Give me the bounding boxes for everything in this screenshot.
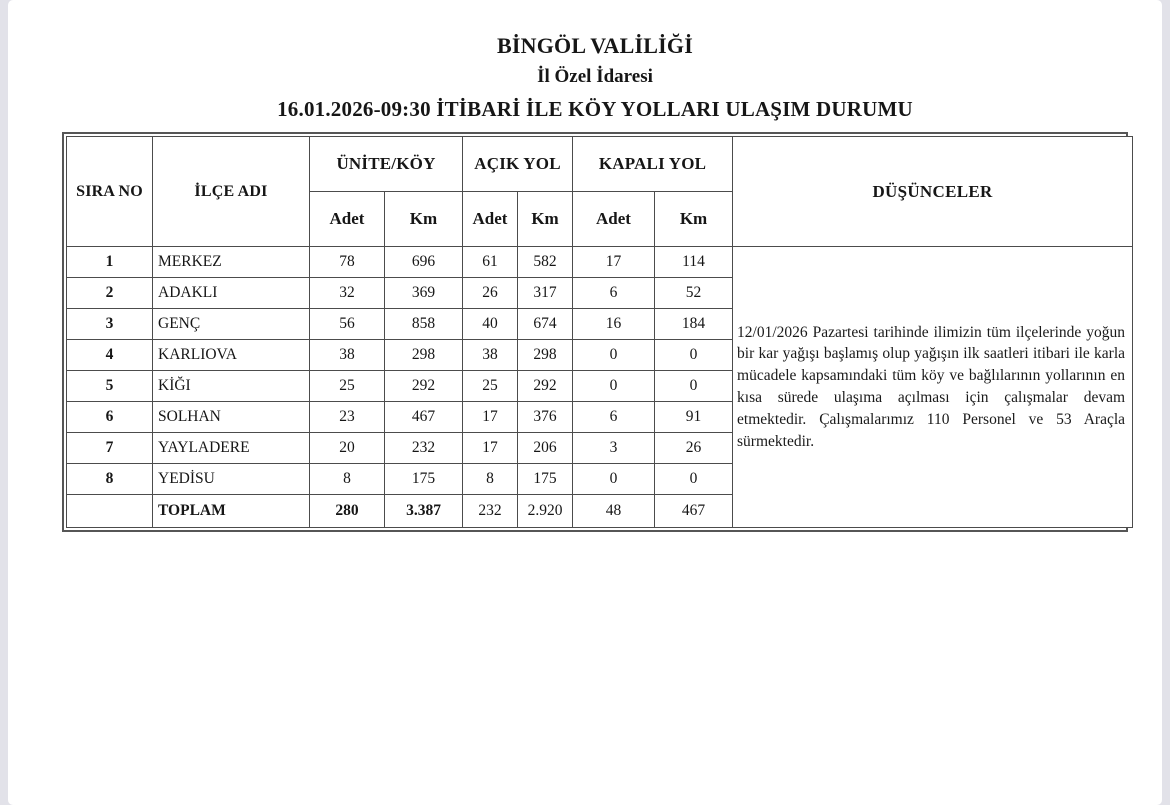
cell-acik-adet: 17 [463,433,518,464]
road-status-table [66,136,1133,528]
cell-kapali-adet: 17 [573,247,655,278]
cell-unite-km: 292 [385,371,463,402]
cell-ilce-adi: KİĞI [153,371,310,402]
cell-sira-no: 6 [67,402,153,433]
org-title: BİNGÖL VALİLİĞİ [497,33,693,58]
cell-sira-no-empty [67,495,153,528]
col-group-acik-yol: AÇIK YOL [463,137,573,192]
col-header-ilce-adi: İLÇE ADI [153,137,310,247]
col-group-kapali-yol: KAPALI YOL [573,137,733,192]
col-header-dusunceler: DÜŞÜNCELER [733,137,1133,247]
cell-acik-km: 674 [518,309,573,340]
cell-kapali-km: 114 [655,247,733,278]
cell-kapali-adet: 3 [573,433,655,464]
cell-total-acik-adet: 232 [463,495,518,528]
header-group-row [67,137,1133,192]
cell-unite-adet: 8 [310,464,385,495]
cell-acik-adet: 61 [463,247,518,278]
road-status-table-frame [62,132,1128,532]
cell-ilce-adi: ADAKLI [153,278,310,309]
col-header-kapali-adet: Adet [573,192,655,247]
cell-kapali-km: 184 [655,309,733,340]
cell-acik-adet: 26 [463,278,518,309]
col-group-unite-koy: ÜNİTE/KÖY [310,137,463,192]
cell-total-kapali-adet: 48 [573,495,655,528]
cell-ilce-adi: GENÇ [153,309,310,340]
col-header-unite-km: Km [385,192,463,247]
cell-unite-adet: 78 [310,247,385,278]
col-header-unite-adet: Adet [310,192,385,247]
cell-acik-adet: 8 [463,464,518,495]
cell-ilce-adi: SOLHAN [153,402,310,433]
cell-unite-adet: 20 [310,433,385,464]
cell-kapali-adet: 0 [573,340,655,371]
report-title: 16.01.2026-09:30 İTİBARİ İLE KÖY YOLLARI ULAŞIM DURUMU [277,97,913,121]
cell-kapali-adet: 6 [573,278,655,309]
cell-kapali-km: 52 [655,278,733,309]
cell-total-unite-km: 3.387 [385,495,463,528]
cell-unite-adet: 32 [310,278,385,309]
cell-unite-adet: 56 [310,309,385,340]
table-header [67,137,1133,247]
cell-kapali-km: 26 [655,433,733,464]
cell-acik-adet: 17 [463,402,518,433]
cell-total-kapali-km: 467 [655,495,733,528]
cell-sira-no: 3 [67,309,153,340]
cell-unite-km: 467 [385,402,463,433]
cell-kapali-km: 0 [655,340,733,371]
col-header-acik-km: Km [518,192,573,247]
cell-kapali-km: 91 [655,402,733,433]
remarks-cell [733,247,1133,528]
cell-kapali-km: 0 [655,371,733,402]
cell-sira-no: 2 [67,278,153,309]
cell-acik-km: 206 [518,433,573,464]
col-header-kapali-km: Km [655,192,733,247]
cell-kapali-km: 0 [655,464,733,495]
cell-ilce-adi: YEDİSU [153,464,310,495]
col-header-acik-adet: Adet [463,192,518,247]
cell-kapali-adet: 16 [573,309,655,340]
cell-acik-km: 298 [518,340,573,371]
cell-unite-adet: 25 [310,371,385,402]
cell-total-unite-adet: 280 [310,495,385,528]
cell-acik-adet: 40 [463,309,518,340]
cell-kapali-adet: 0 [573,464,655,495]
document-page [8,0,1162,805]
cell-ilce-adi: YAYLADERE [153,433,310,464]
cell-total-acik-km: 2.920 [518,495,573,528]
table-body [67,247,1133,528]
cell-sira-no: 4 [67,340,153,371]
cell-kapali-adet: 0 [573,371,655,402]
remarks-text: 12/01/2026 Pazartesi tarihinde ilimizin tüm ilçelerinde yoğun bir kar yağışı başlamış olup yağışın ilk saatleri itibari ile karla mücadele kapsamındaki tüm köy ve bağlılarının yollarının en kısa sürede ulaşıma açılması için çalışmalar devam etmektedir. Çalışmalarımız 110 Personel ve 53 Araçla sürmektedir. [737,323,1126,450]
cell-sira-no: 8 [67,464,153,495]
cell-unite-km: 696 [385,247,463,278]
cell-sira-no: 7 [67,433,153,464]
cell-unite-km: 369 [385,278,463,309]
cell-acik-km: 317 [518,278,573,309]
cell-sira-no: 1 [67,247,153,278]
cell-unite-adet: 38 [310,340,385,371]
cell-acik-adet: 38 [463,340,518,371]
cell-acik-km: 292 [518,371,573,402]
document-header [62,33,1128,122]
org-subtitle: İl Özel İdaresi [537,66,653,87]
cell-unite-km: 858 [385,309,463,340]
cell-acik-km: 175 [518,464,573,495]
cell-kapali-adet: 6 [573,402,655,433]
cell-acik-km: 582 [518,247,573,278]
cell-unite-adet: 23 [310,402,385,433]
cell-ilce-adi: KARLIOVA [153,340,310,371]
cell-unite-km: 175 [385,464,463,495]
cell-acik-adet: 25 [463,371,518,402]
col-header-sira-no: SIRA NO [67,137,153,247]
cell-acik-km: 376 [518,402,573,433]
cell-unite-km: 298 [385,340,463,371]
cell-unite-km: 232 [385,433,463,464]
table-row-1 [67,247,1133,278]
cell-sira-no: 5 [67,371,153,402]
cell-ilce-adi: MERKEZ [153,247,310,278]
cell-total-label: TOPLAM [153,495,310,528]
